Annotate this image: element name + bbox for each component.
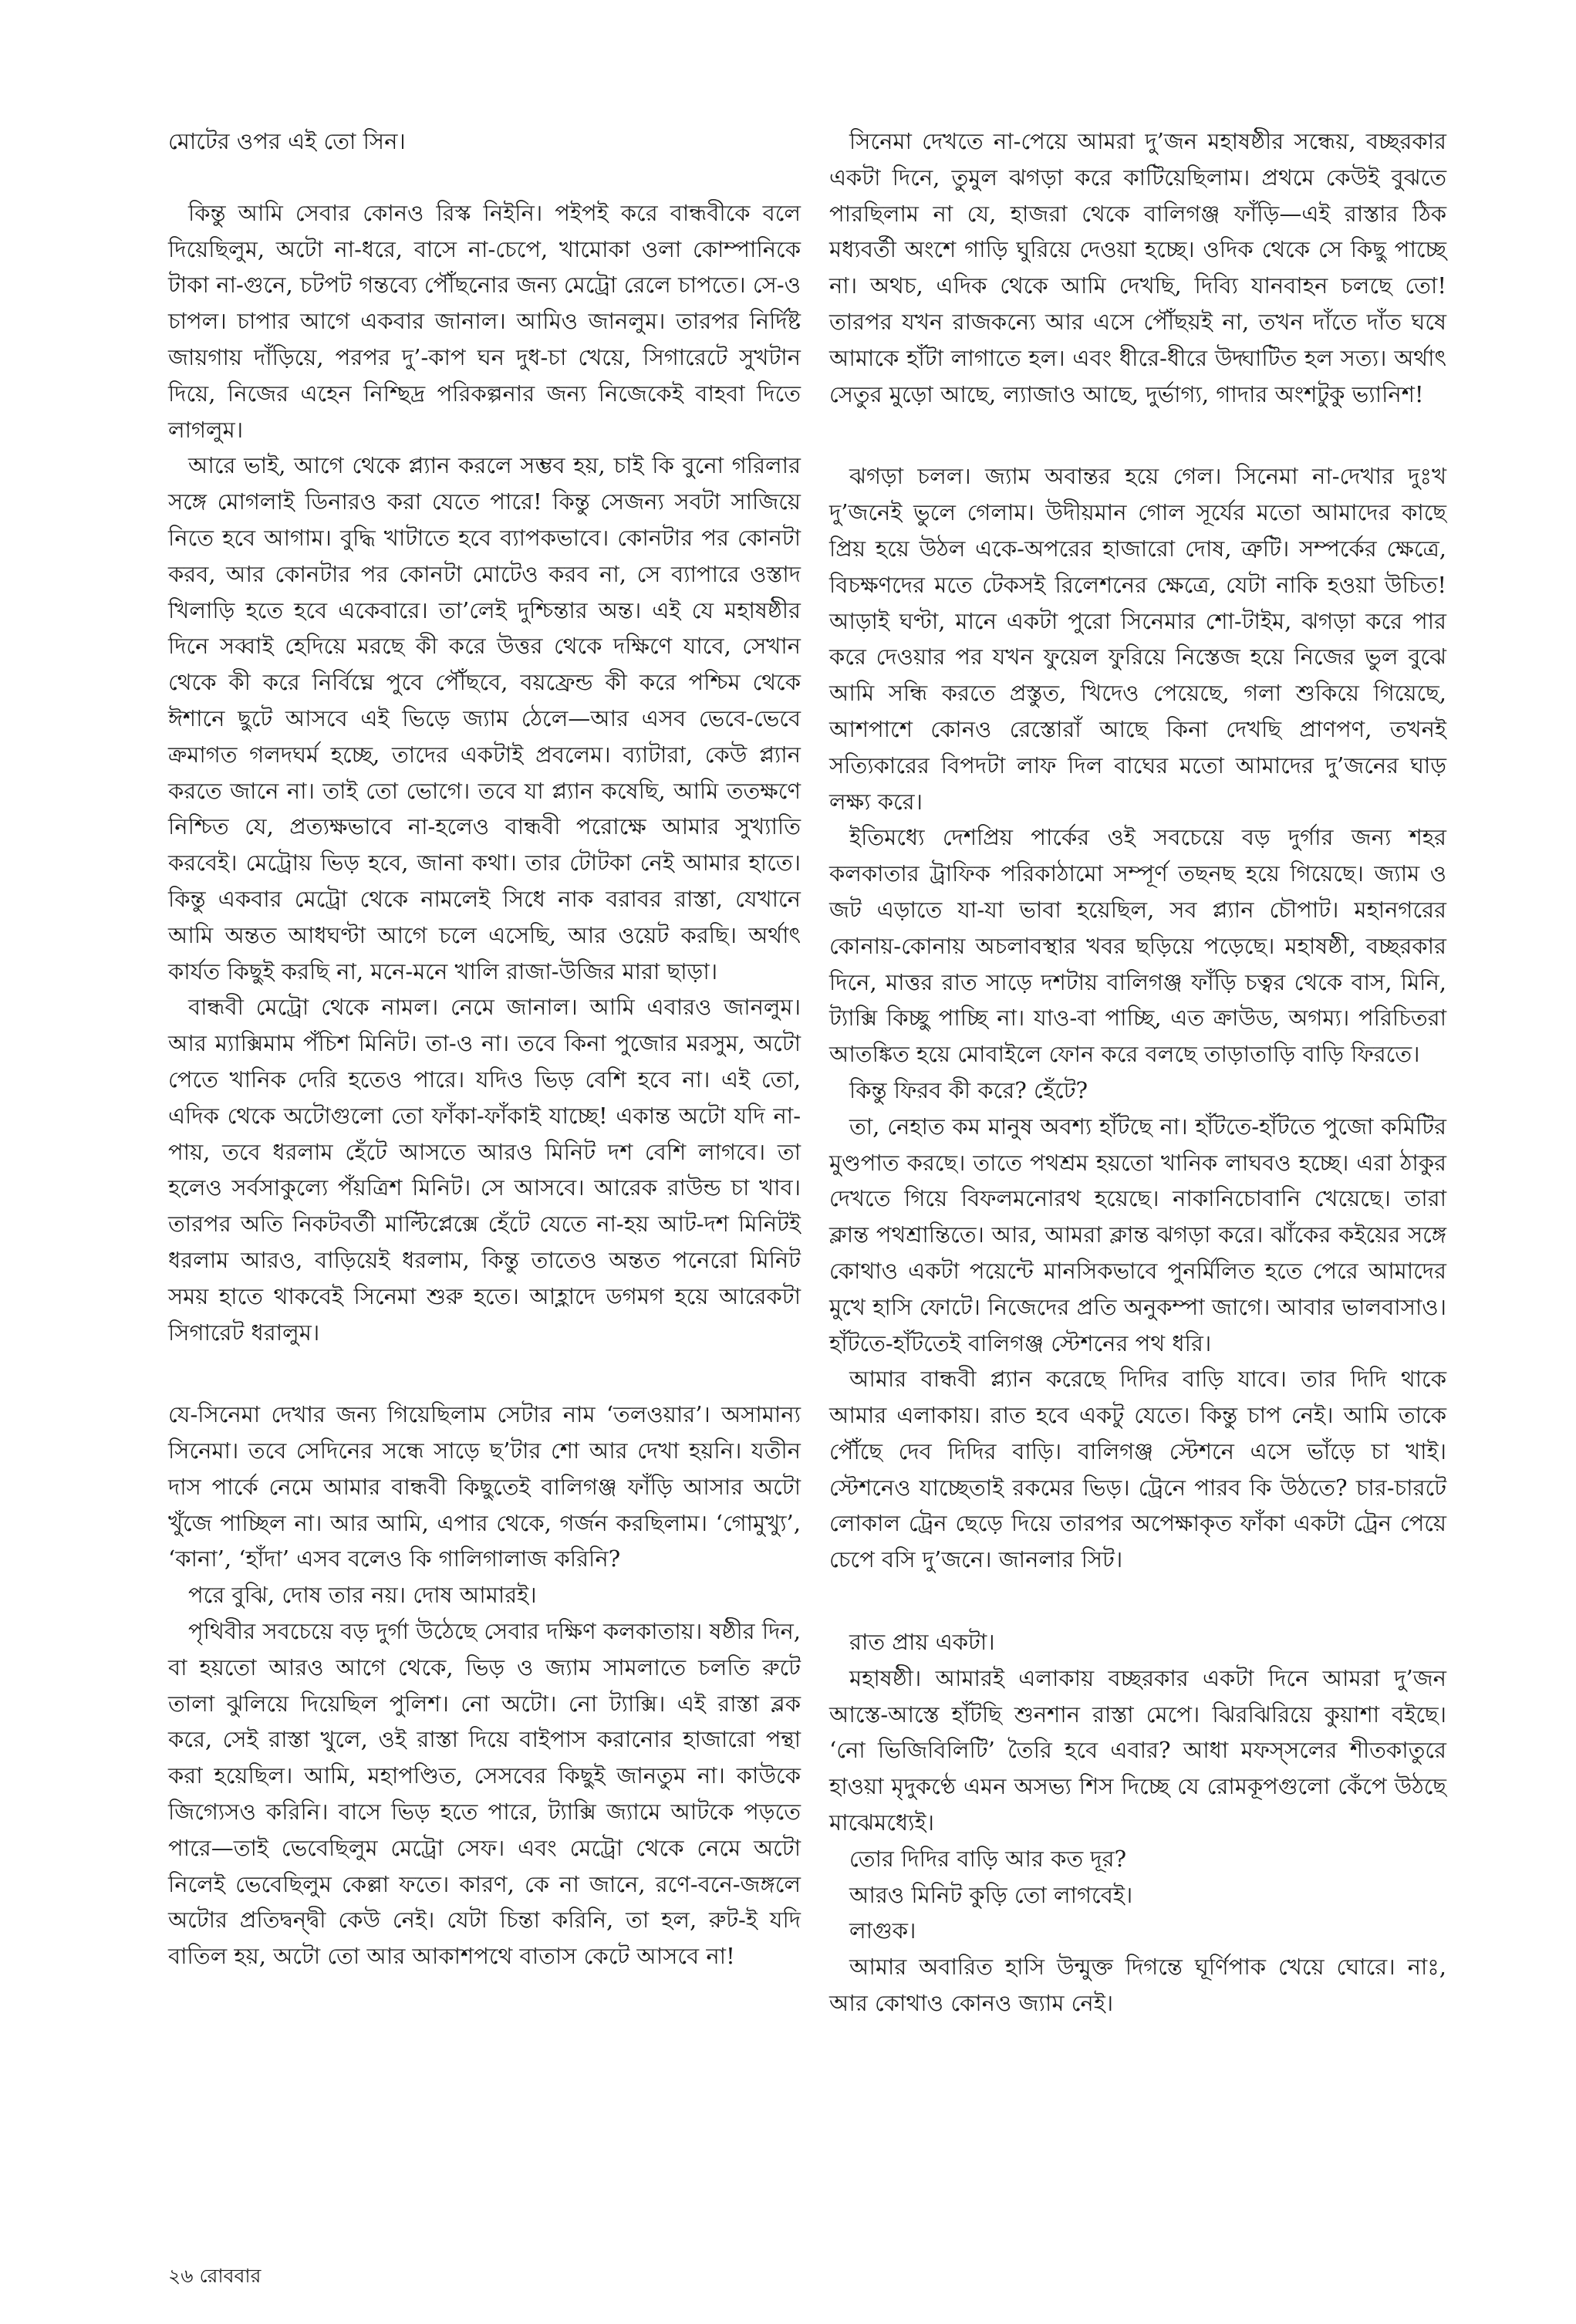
paragraph: ইতিমধ্যে দেশপ্রিয় পার্কের ওই সবচেয়ে বড় দুর্গার জন্য শহর কলকাতার ট্রাফিক পরিকাঠামো সম্পূর্ণ তছনছ হয়ে গিয়েছে। জ্যাম ও জট এড়াতে যা-যা ভাবা হয়েছিল, সব প্ল্যান চৌপাট। মহানগরের কোনায়-কোনায় অচলাবস্থার খবর ছড়িয়ে পড়েছে। মহাষষ্ঠী, বচ্ছরকার দিনে, মাত্তর রাত সাড়ে দশটায় বালিগঞ্জ ফাঁড়ি চত্বর থেকে বাস, মিনি, ট্যাক্সি কিচ্ছু পাচ্ছি না। যাও-বা পাচ্ছি, এত ক্রাউড, অগম্য। পরিচিতরা আতঙ্কিত হয়ে মোবাইলে ফোন করে বলছে তাড়াতাড়ি বাড়ি ফিরতে।: [829, 824, 1446, 1068]
paragraph: আমার বান্ধবী প্ল্যান করেছে দিদির বাড়ি যাবে। তার দিদি থাকে আমার এলাকায়। রাত হবে একটু যেতে। কিন্তু চাপ নেই। আমি তাকে পৌঁছে দেব দিদির বাড়ি। বালিগঞ্জ স্টেশনে এসে ভাঁড়ে চা খাই। স্টেশনেও যাচ্ছেতাই রকমের ভিড়। ট্রেনে পারব কি উঠতে? চার-চারটে লোকাল ট্রেন ছেড়ে দিয়ে তারপর অপেক্ষাকৃত ফাঁকা একটা ট্রেন পেয়ে চেপে বসি দু’জনে। জানলার সিট।: [829, 1366, 1446, 1573]
right-column: [829, 123, 1446, 2022]
paragraph: পরে বুঝি, দোষ তার নয়। দোষ আমারই।: [188, 1582, 537, 1609]
paragraph: সিনেমা দেখতে না-পেয়ে আমরা দু’জন মহাষষ্ঠীর সন্ধেয়, বচ্ছরকার একটা দিনে, তুমুল ঝগড়া করে কাটিয়েছিলাম। প্রথমে কেউই বুঝতে পারছিলাম না যে, হাজরা থেকে বালিগঞ্জ ফাঁড়ি—এই রাস্তার ঠিক মধ্যবর্তী অংশে গাড়ি ঘুরিয়ে দেওয়া হচ্ছে। ওদিক থেকে সে কিছু পাচ্ছে না। অথচ, এদিক থেকে আমি দেখছি, দিব্যি যানবাহন চলছে তো! তারপর যখন রাজকন্যে আর এসে পৌঁছয়ই না, তখন দাঁতে দাঁত ঘষে আমাকে হাঁটা লাগাতে হল। এবং ধীরে-ধীরে উদ্ঘাটিত হল সত্য। অর্থাৎ সেতুর মুড়ো আছে, ল্যাজাও আছে, দুর্ভাগ্য, গাদার অংশটুকু ভ্যানিশ!: [829, 128, 1446, 407]
paragraph: যে-সিনেমা দেখার জন্য গিয়েছিলাম সেটার নাম ‘তলওয়ার’। অসামান্য সিনেমা। তবে সেদিনের সন্ধে সাড়ে ছ’টার শো আর দেখা হয়নি। যতীন দাস পার্কে নেমে আমার বান্ধবী কিছুতেই বালিগঞ্জ ফাঁড়ি আসার অটো খুঁজে পাচ্ছিল না। আর আমি, এপার থেকে, গর্জন করছিলাম। ‘গোমুখ্যু’, ‘কানা’, ‘হাঁদা’ এসব বলেও কি গালিগালাজ করিনি?: [168, 1401, 801, 1572]
paragraph: পৃথিবীর সবচেয়ে বড় দুর্গা উঠেছে সেবার দক্ষিণ কলকাতায়। ষষ্ঠীর দিন, বা হয়তো আরও আগে থেকে, ভিড় ও জ্যাম সামলাতে চলতি রুটে তালা ঝুলিয়ে দিয়েছিল পুলিশ। নো অটো। নো ট্যাক্সি। এই রাস্তা ব্লক করে, সেই রাস্তা খুলে, ওই রাস্তা দিয়ে বাইপাস করানোর হাজারো পন্থা করা হয়েছিল। আমি, মহাপণ্ডিত, সেসবের কিছুই জানতুম না। কাউকে জিগ্যেসও করিনি। বাসে ভিড় হতে পারে, ট্যাক্সি জ্যামে আটকে পড়তে পারে—তাই ভেবেছিলুম মেট্রো সেফ। এবং মেট্রো থেকে নেমে অটো নিলেই ভেবেছিলুম কেল্লা ফতে। কারণ, কে না জানে, রণে-বনে-জঙ্গলে অটোর প্রতিদ্বন্দ্বী কেউ নেই। যেটা চিন্তা করিনি, তা হল, রুট-ই যদি বাতিল হয়, অটো তো আর আকাশপথে বাতাস কেটে আসবে না!: [168, 1618, 801, 1970]
paragraph: আমার অবারিত হাসি উন্মুক্ত দিগন্তে ঘূর্ণিপাক খেয়ে ঘোরে। নাঃ, আর কোথাও কোনও জ্যাম নেই।: [829, 1954, 1446, 2017]
page-footer: ২৬ রোববার: [168, 2265, 262, 2287]
left-column: [168, 123, 801, 1974]
dialogue-line: তোর দিদির বাড়ি আর কত দূর?: [849, 1845, 1127, 1872]
paragraph: বান্ধবী মেট্রো থেকে নামল। নেমে জানাল। আমি এবারও জানলুম। আর ম্যাক্সিমাম পঁচিশ মিনিট। তা-ও না। তবে কিনা পুজোর মরসুম, অটো পেতে খানিক দেরি হতেও পারে। যদিও ভিড় বেশি হবে না। এই তো, এদিক থেকে অটোগুলো তো ফাঁকা-ফাঁকাই যাচ্ছে! একান্ত অটো যদি না-পায়, তবে ধরলাম হেঁটে আসতে আরও মিনিট দশ বেশি লাগবে। তা হলেও সর্বসাকুল্যে পঁয়ত্রিশ মিনিট। সে আসবে। আরেক রাউন্ড চা খাব। তারপর অতি নিকটবর্তী মাল্টিপ্লেক্সে হেঁটে যেতে না-হয় আট-দশ মিনিটই ধরলাম আরও, বাড়িয়েই ধরলাম, কিন্তু তাতেও অন্তত পনেরো মিনিট সময় হাতে থাকবেই সিনেমা শুরু হতে। আহ্লাদে ডগমগ হয়ে আরেকটা সিগারেট ধরালুম।: [168, 994, 801, 1346]
paragraph: ঝগড়া চলল। জ্যাম অবান্তর হয়ে গেল। সিনেমা না-দেখার দুঃখ দু’জনেই ভুলে গেলাম। উদীয়মান গোল সূর্যের মতো আমাদের কাছে প্রিয় হয়ে উঠল একে-অপরের হাজারো দোষ, ত্রুটি। সম্পর্কের ক্ষেত্রে, বিচক্ষণদের মতে টেকসই রিলেশনের ক্ষেত্রে, যেটা নাকি হওয়া উচিত! আড়াই ঘণ্টা, মানে একটা পুরো সিনেমার শো-টাইম, ঝগড়া করে পার করে দেওয়ার পর যখন ফুয়েল ফুরিয়ে নিস্তেজ হয়ে নিজের ভুল বুঝে আমি সন্ধি করতে প্রস্তুত, খিদেও পেয়েছে, গলা শুকিয়ে গিয়েছে, আশপাশে কোনও রেস্তোরাঁ আছে কিনা দেখছি প্রাণপণ, তখনই সত্যিকারের বিপদটা লাফ দিল বাঘের মতো আমাদের দু’জনের ঘাড় লক্ষ্য করে।: [829, 463, 1446, 815]
paragraph: তা, নেহাত কম মানুষ অবশ্য হাঁটছে না। হাঁটতে-হাঁটতে পুজো কমিটির মুণ্ডপাত করছে। তাতে পথশ্রম হয়তো খানিক লাঘবও হচ্ছে। এরা ঠাকুর দেখতে গিয়ে বিফলমনোরথ হয়েছে। নাকানিচোবানি খেয়েছে। তারা ক্লান্ত পথশ্রান্তিতে। আর, আমরা ক্লান্ত ঝগড়া করে। ঝাঁকের কইয়ের সঙ্গে কোথাও একটা পয়েন্টে মানসিকভাবে পুনর্মিলিত হতে পেরে আমাদের মুখে হাসি ফোটে। নিজেদের প্রতি অনুকম্পা জাগে। আবার ভালবাসাও। হাঁটতে-হাঁটতেই বালিগঞ্জ স্টেশনের পথ ধরি।: [829, 1113, 1446, 1356]
paragraph: কিন্তু আমি সেবার কোনও রিস্ক নিইনি। পইপই করে বান্ধবীকে বলে দিয়েছিলুম, অটো না-ধরে, বাসে না-চেপে, খামোকা ওলা কোম্পানিকে টাকা না-গুনে, চটপট গন্তব্যে পৌঁছনোর জন্য মেট্রো রেলে চাপতে। সে-ও চাপল। চাপার আগে একবার জানাল। আমিও জানলুম। তারপর নির্দিষ্ট জায়গায় দাঁড়িয়ে, পরপর দু’-কাপ ঘন দুধ-চা খেয়ে, সিগারেটে সুখটান দিয়ে, নিজের এহেন নিশ্ছিদ্র পরিকল্পনার জন্য নিজেকেই বাহবা দিতে লাগলুম।: [168, 199, 801, 443]
paragraph: মহাষষ্ঠী। আমারই এলাকায় বচ্ছরকার একটা দিনে আমরা দু’জন আস্তে-আস্তে হাঁটছি শুনশান রাস্তা মেপে। ঝিরঝিরিয়ে কুয়াশা বইছে। ‘নো ভিজিবিলিটি’ তৈরি হবে এবার? আধা মফস্সলের শীতকাতুরে হাওয়া মৃদুকণ্ঠে এমন অসভ্য শিস দিচ্ছে যে রোমকূপগুলো কেঁপে উঠছে মাঝেমধ্যেই।: [829, 1664, 1446, 1836]
dialogue-line: আরও মিনিট কুড়ি তো লাগবেই।: [849, 1881, 1133, 1908]
paragraph: আরে ভাই, আগে থেকে প্ল্যান করলে সম্ভব হয়, চাই কি বুনো গরিলার সঙ্গে মোগলাই ডিনারও করা যেতে পারে! কিন্তু সেজন্য সবটা সাজিয়ে নিতে হবে আগাম। বুদ্ধি খাটাতে হবে ব্যাপকভাবে। কোনটার পর কোনটা করব, আর কোনটার পর কোনটা মোটেও করব না, সে ব্যাপারে ওস্তাদ খিলাড়ি হতে হবে একেবারে। তা’লেই দুশ্চিন্তার অন্ত। এই যে মহাষষ্ঠীর দিনে সব্বাই হেদিয়ে মরছে কী করে উত্তর থেকে দক্ষিণে যাবে, সেখান থেকে কী করে নির্বিঘ্নে পুবে পৌঁছবে, বয়ফ্রেন্ড কী করে পশ্চিম থেকে ঈশানে ছুটে আসবে এই ভিড়ে জ্যাম ঠেলে—আর এসব ভেবে-ভেবে ক্রমাগত গলদঘর্ম হচ্ছে, তাদের একটাই প্রবলেম। ব্যাটারা, কেউ প্ল্যান করতে জানে না। তাই তো ভোগে। তবে যা প্ল্যান কষেছি, আমি ততক্ষণে নিশ্চিত যে, প্রত্যক্ষভাবে না-হলেও বান্ধবী পরোক্ষে আমার সুখ্যাতি করবেই। মেট্রোয় ভিড় হবে, জানা কথা। তার টোটকা নেই আমার হাতে। কিন্তু একবার মেট্রো থেকে নামলেই সিধে নাক বরাবর রাস্তা, যেখানে আমি অন্তত আধঘণ্টা আগে চলে এসেছি, আর ওয়েট করছি। অর্থাৎ কার্যত কিছুই করছি না, মনে-মনে খালি রাজা-উজির মারা ছাড়া।: [168, 452, 801, 985]
dialogue-line: লাগুক।: [849, 1917, 916, 1944]
paragraph: রাত প্রায় একটা।: [849, 1629, 995, 1656]
paragraph: মোটের ওপর এই তো সিন।: [168, 128, 406, 154]
paragraph: কিন্তু ফিরব কী করে? হেঁটে?: [849, 1076, 1088, 1103]
